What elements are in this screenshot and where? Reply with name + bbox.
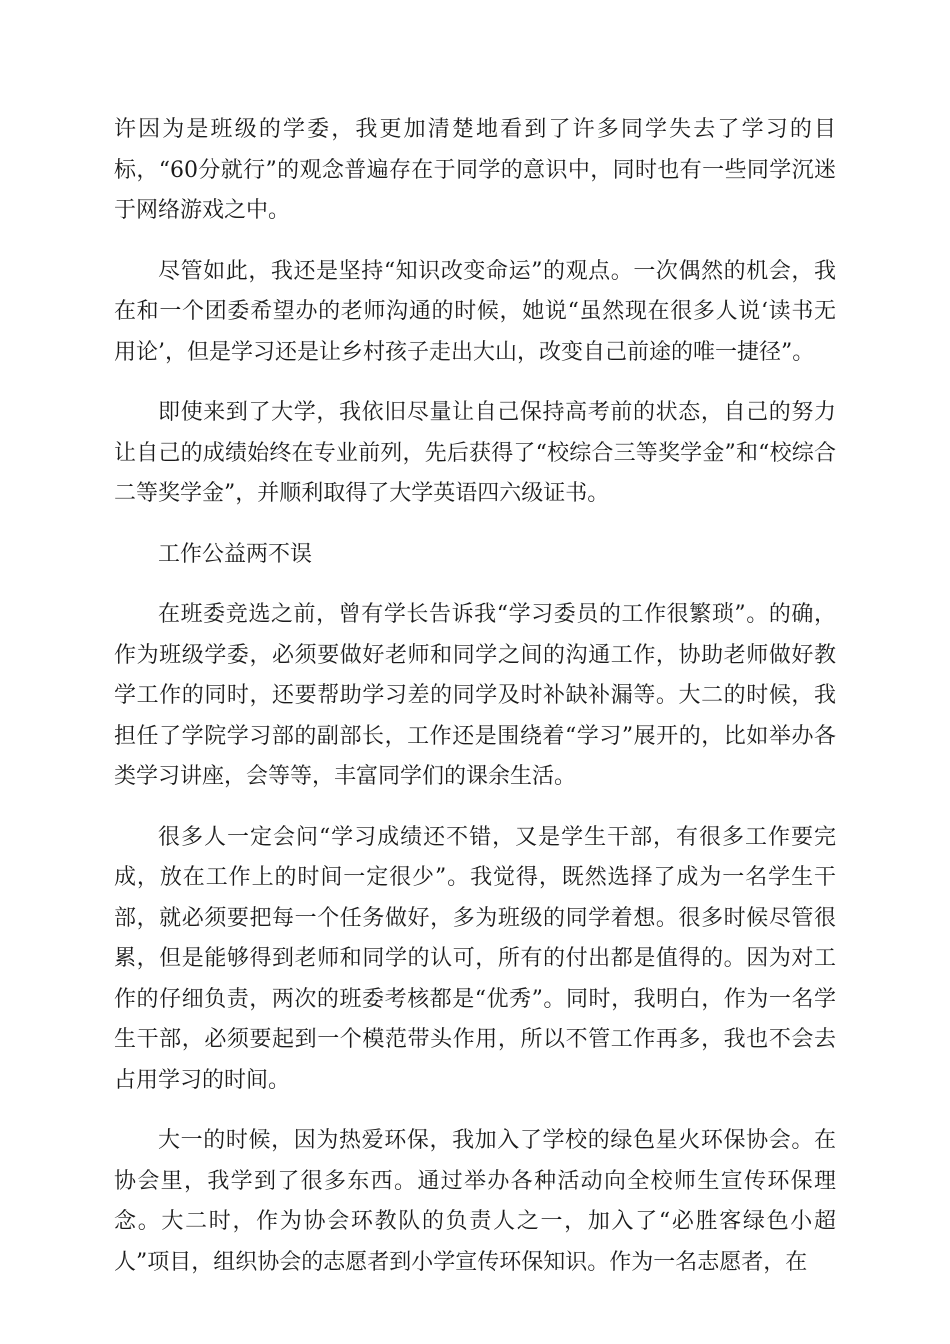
paragraph-continuation: 许因为是班级的学委，我更加清楚地看到了许多同学失去了学习的目标，“60分就行”的观念普遍存在于同学的意识中，同时也有一些同学沉迷于网络游戏之中。	[114, 117, 836, 223]
paragraph-university-achievements: 即使来到了大学，我依旧尽量让自己保持高考前的状态，自己的努力让自己的成绩始终在专业前列，先后获得了“校综合三等奖学金”和“校综合二等奖学金”，并顺利取得了大学英语四六级证书。	[114, 400, 836, 506]
section-heading: 工作公益两不误	[158, 541, 313, 567]
paragraph-class-committee: 在班委竞选之前，曾有学长告诉我“学习委员的工作很繁琐”。的确，作为班级学委，必须要做好老师和同学之间的沟通工作，协助老师做好教学工作的同时，还要帮助学习差的同学及时补缺补漏等。大二的时候，我担任了学院学习部的副部长，工作还是围绕着“学习”展开的，比如举办各类学习讲座，会等等，丰富同学们的课余生活。	[114, 602, 836, 789]
document-body	[114, 110, 836, 1303]
paragraph-knowledge-changes-fate: 尽管如此，我还是坚持“知识改变命运”的观点。一次偶然的机会，我在和一个团委希望办的老师沟通的时候，她说“虽然现在很多人说‘读书无用论’，但是学习还是让乡村孩子走出大山，改变自己前途的唯一捷径”。	[114, 258, 836, 365]
paragraph-environmental-association: 大一的时候，因为热爱环保，我加入了学校的绿色星火环保协会。在协会里，我学到了很多东西。通过举办各种活动向全校师生宣传环保理念。大二时，作为协会环教队的负责人之一，加入了“必胜客绿色小超人”项目，组织协会的志愿者到小学宣传环保知识。作为一名志愿者，在	[114, 1128, 836, 1275]
paragraph-student-cadre: 很多人一定会问“学习成绩还不错，又是学生干部，有很多工作要完成，放在工作上的时间一定很少”。我觉得，既然选择了成为一名学生干部，就必须要把每一个任务做好，多为班级的同学着想。很多时候尽管很累，但是能够得到老师和同学的认可，所有的付出都是值得的。因为对工作的仔细负责，两次的班委考核都是“优秀”。同时，我明白，作为一名学生干部，必须要起到一个模范带头作用，所以不管工作再多，我也不会去占用学习的时间。	[114, 824, 836, 1093]
